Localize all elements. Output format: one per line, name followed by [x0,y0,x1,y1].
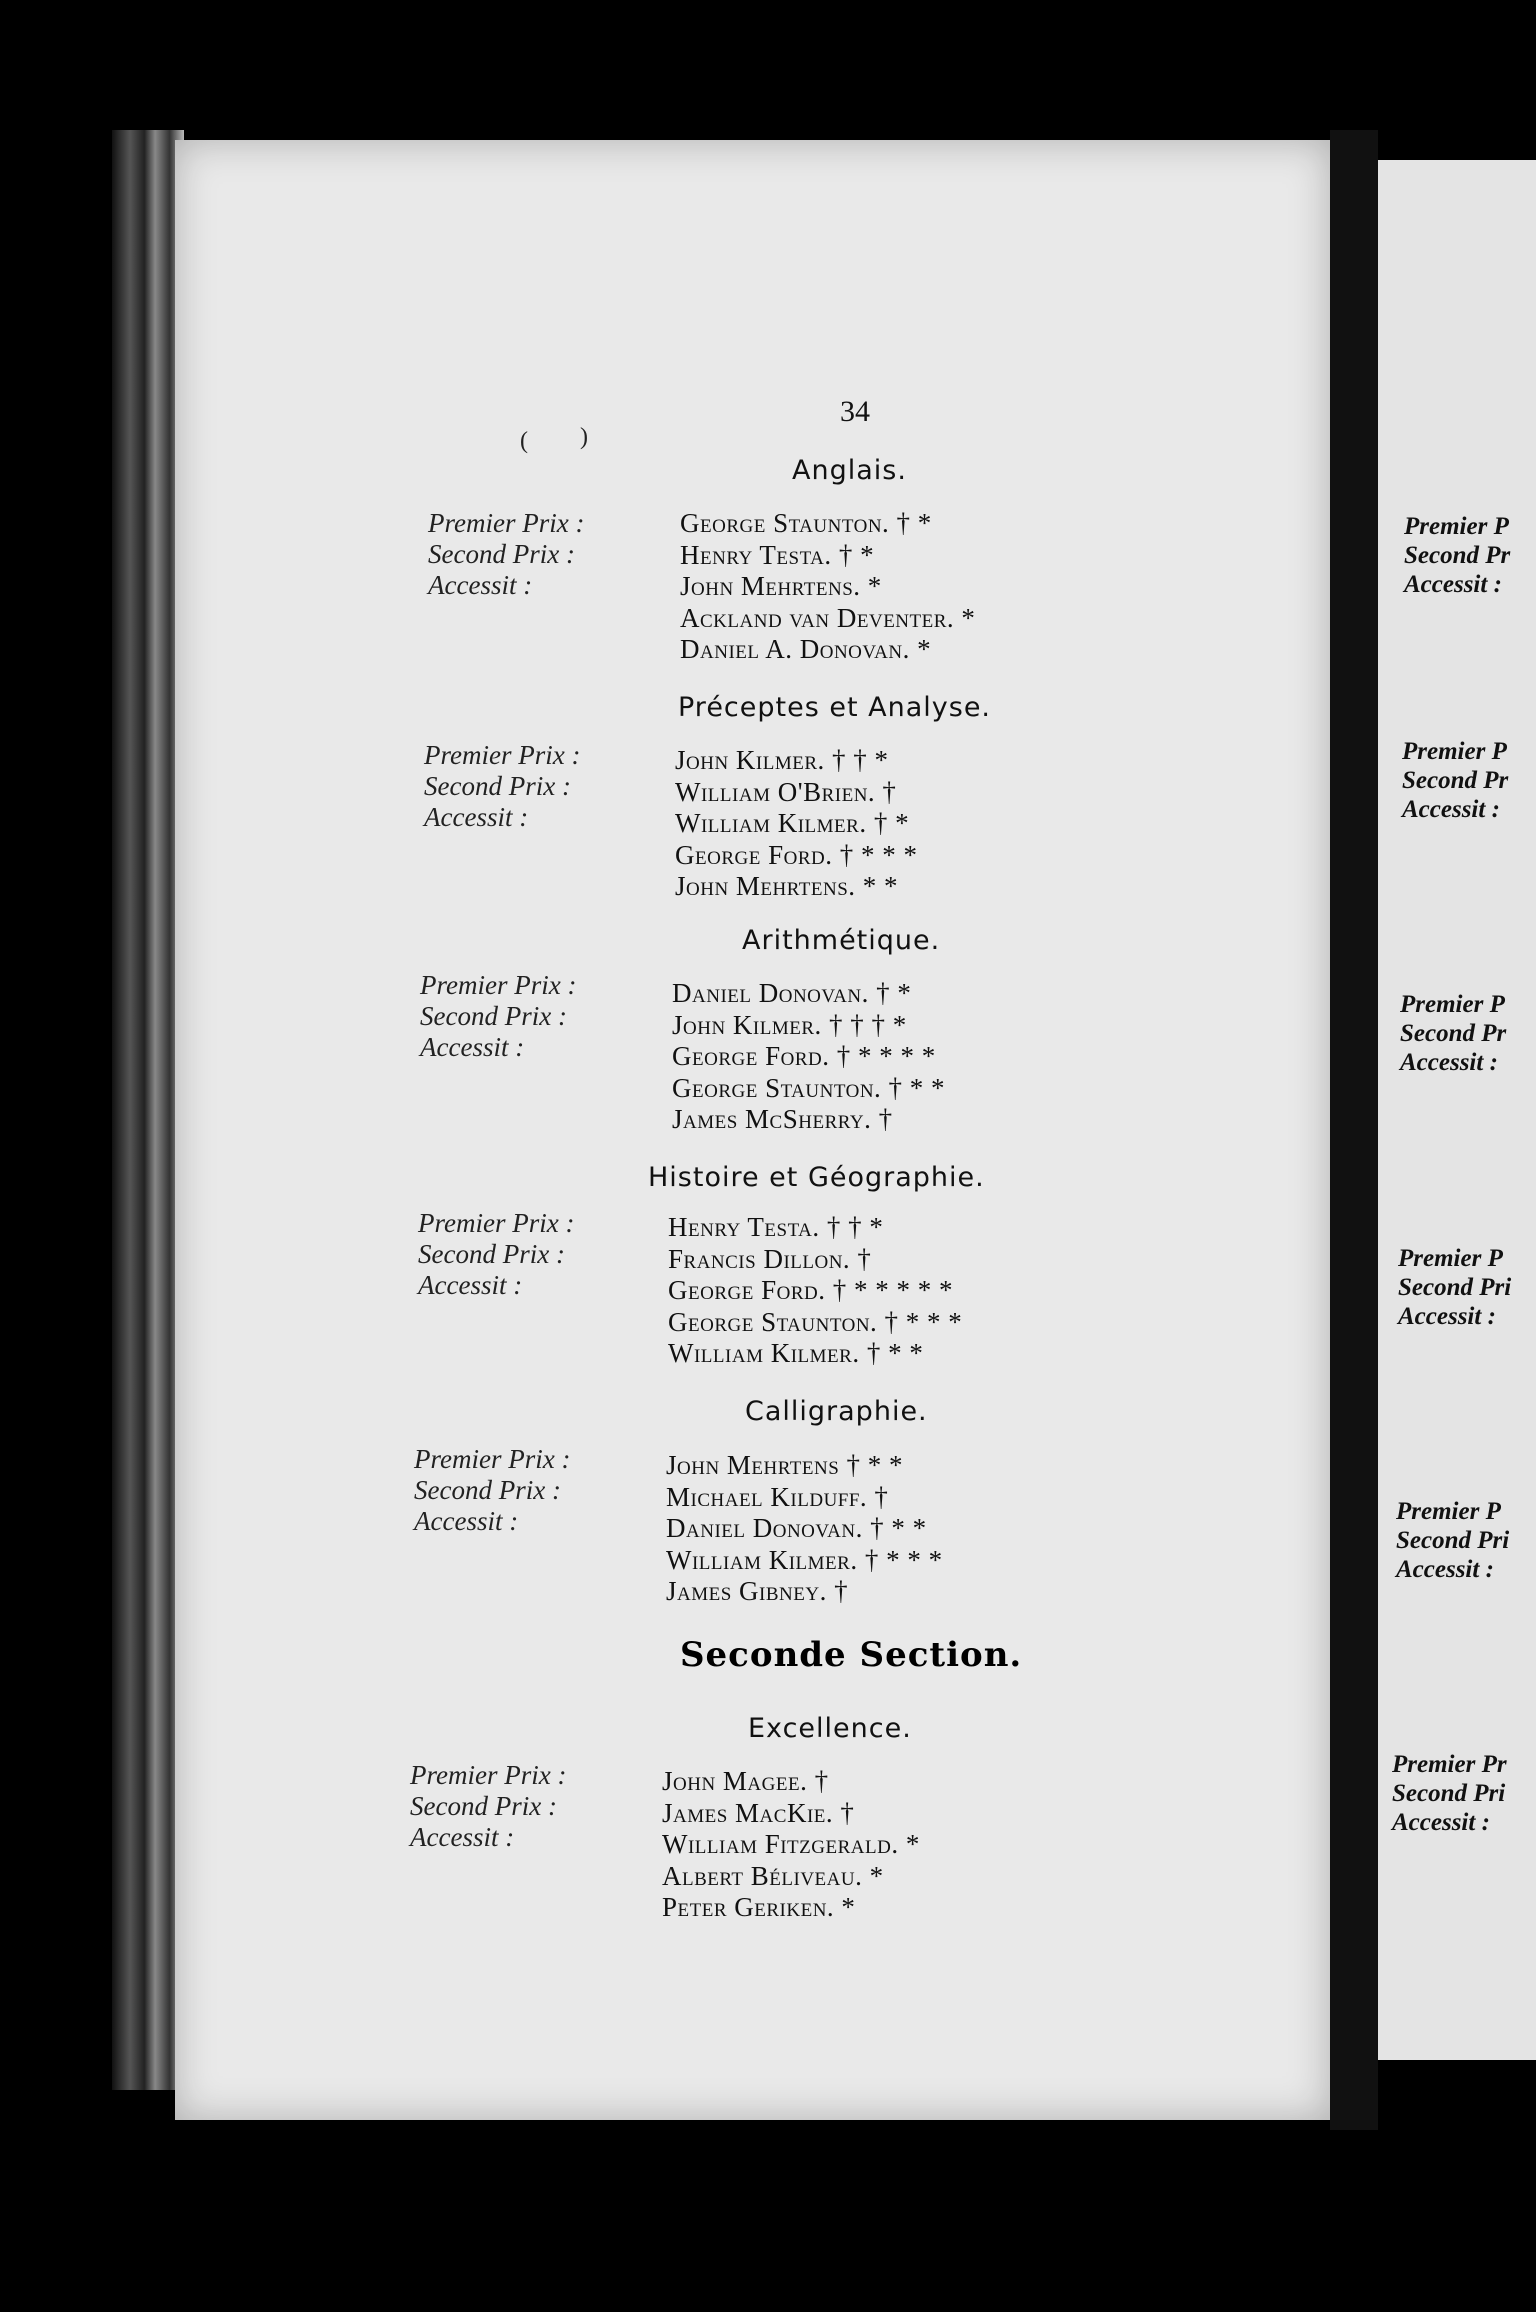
winner-name: George Staunton. † * * * [668,1306,963,1337]
label-accessit: Accessit : [428,570,533,600]
label-accessit: Accessit : [424,802,529,832]
winner-name: George Staunton. † * * [672,1072,946,1103]
label-premier-prix: Premier Prix : [418,1208,575,1238]
facing-page-labels [1400,990,1506,1077]
label-accessit: Accessit : [414,1506,519,1536]
facing-page-labels [1396,1497,1509,1584]
facing-label: Premier P [1400,991,1505,1018]
winner-name: William Fitzgerald. * [662,1829,920,1859]
winner-name: Albert Béliveau. * [662,1860,884,1891]
section-heading-excellence: Excellence. [748,1713,912,1744]
winner-name: William Kilmer. † * * [668,1338,924,1368]
facing-label: Second Pr [1404,542,1511,569]
label-accessit: Accessit : [418,1270,523,1300]
winner-name: James McSherry. † [672,1104,893,1134]
section-heading-histoire: Histoire et Géographie. [648,1162,985,1193]
label-premier-prix: Premier Prix : [424,740,581,770]
winner-name: William Kilmer. † * * * [666,1544,943,1575]
label-second-prix: Second Prix : [420,1001,567,1031]
facing-label: Premier P [1396,1498,1501,1525]
section-heading-anglais: Anglais. [792,455,907,486]
label-second-prix: Second Prix : [414,1475,561,1505]
page-gutter [1330,130,1378,2130]
prize-labels [428,508,584,601]
facing-label: Premier Pr [1392,1751,1507,1778]
facing-label: Accessit : [1404,571,1502,598]
winner-name: John Kilmer. † † † * [672,1009,907,1040]
facing-label: Accessit : [1392,1809,1490,1836]
facing-label: Second Pr [1400,1020,1507,1047]
winner-name: John Magee. † [662,1766,829,1796]
section-heading-preceptes: Préceptes et Analyse. [678,692,992,723]
winner-list [672,978,945,1136]
facing-label: Accessit : [1400,1049,1498,1076]
winner-list [666,1450,943,1608]
book-binding [112,130,184,2090]
facing-page-labels [1404,512,1510,599]
winner-name: George Staunton. † * [680,508,932,538]
winner-name: James MacKie. † [662,1797,855,1828]
margin-mark-left: ( [520,428,528,454]
winner-name: George Ford. † * * * * * [668,1275,953,1305]
prize-labels [420,970,576,1063]
label-premier-prix: Premier Prix : [428,508,585,538]
label-second-prix: Second Prix : [428,539,575,569]
facing-label: Second Pri [1398,1274,1512,1301]
winner-name: John Kilmer. † † * [675,745,889,775]
facing-label: Second Pri [1392,1780,1506,1807]
label-premier-prix: Premier Prix : [410,1760,567,1790]
prize-labels [418,1208,574,1301]
label-premier-prix: Premier Prix : [414,1444,571,1474]
winner-name: Henry Testa. † † * [668,1212,884,1242]
winner-name: Michael Kilduff. † [666,1481,889,1512]
facing-label: Accessit : [1398,1303,1496,1330]
winner-list [662,1766,920,1924]
facing-label: Premier P [1402,738,1507,765]
label-second-prix: Second Prix : [410,1791,557,1821]
winner-name: Daniel Donovan. † * [672,978,912,1008]
winner-name: Daniel Donovan. † * * [666,1513,927,1543]
prize-labels [414,1444,570,1537]
winner-name: William O'Brien. † [675,776,897,807]
winner-name: Daniel A. Donovan. * [680,634,932,664]
winner-list [675,745,917,903]
facing-label: Accessit : [1402,796,1500,823]
label-accessit: Accessit : [410,1822,515,1852]
winner-name: Francis Dillon. † [668,1243,872,1274]
label-second-prix: Second Prix : [424,771,571,801]
label-premier-prix: Premier Prix : [420,970,577,1000]
page-number: 34 [840,395,870,428]
facing-page-labels [1398,1244,1511,1331]
winner-name: Henry Testa. † * [680,539,875,570]
facing-label: Second Pr [1402,767,1509,794]
division-title: Seconde Section. [680,1635,1023,1675]
winner-name: George Ford. † * * * * [672,1041,936,1071]
section-heading-calligraphie: Calligraphie. [745,1396,928,1427]
label-second-prix: Second Prix : [418,1239,565,1269]
winner-name: George Ford. † * * * [675,839,918,870]
facing-label: Second Pri [1396,1527,1510,1554]
facing-label: Accessit : [1396,1556,1494,1583]
winner-list [668,1212,962,1370]
winner-name: John Mehrtens † * * [666,1450,904,1480]
margin-mark-right: ) [580,424,588,450]
prize-labels [424,740,580,833]
facing-label: Premier P [1398,1245,1503,1272]
prize-labels [410,1760,566,1853]
winner-name: William Kilmer. † * [675,808,910,838]
winner-name: John Mehrtens. * * [675,871,899,901]
section-heading-arithmetique: Arithmétique. [742,925,941,956]
facing-page-labels [1392,1750,1507,1837]
label-accessit: Accessit : [420,1032,525,1062]
winner-name: John Mehrtens. * [680,571,882,601]
facing-page-labels [1402,737,1508,824]
winner-name: James Gibney. † [666,1576,849,1606]
winner-name: Ackland van Deventer. * [680,602,976,633]
winner-name: Peter Geriken. * [662,1892,856,1922]
winner-list [680,508,975,666]
facing-label: Premier P [1404,513,1509,540]
